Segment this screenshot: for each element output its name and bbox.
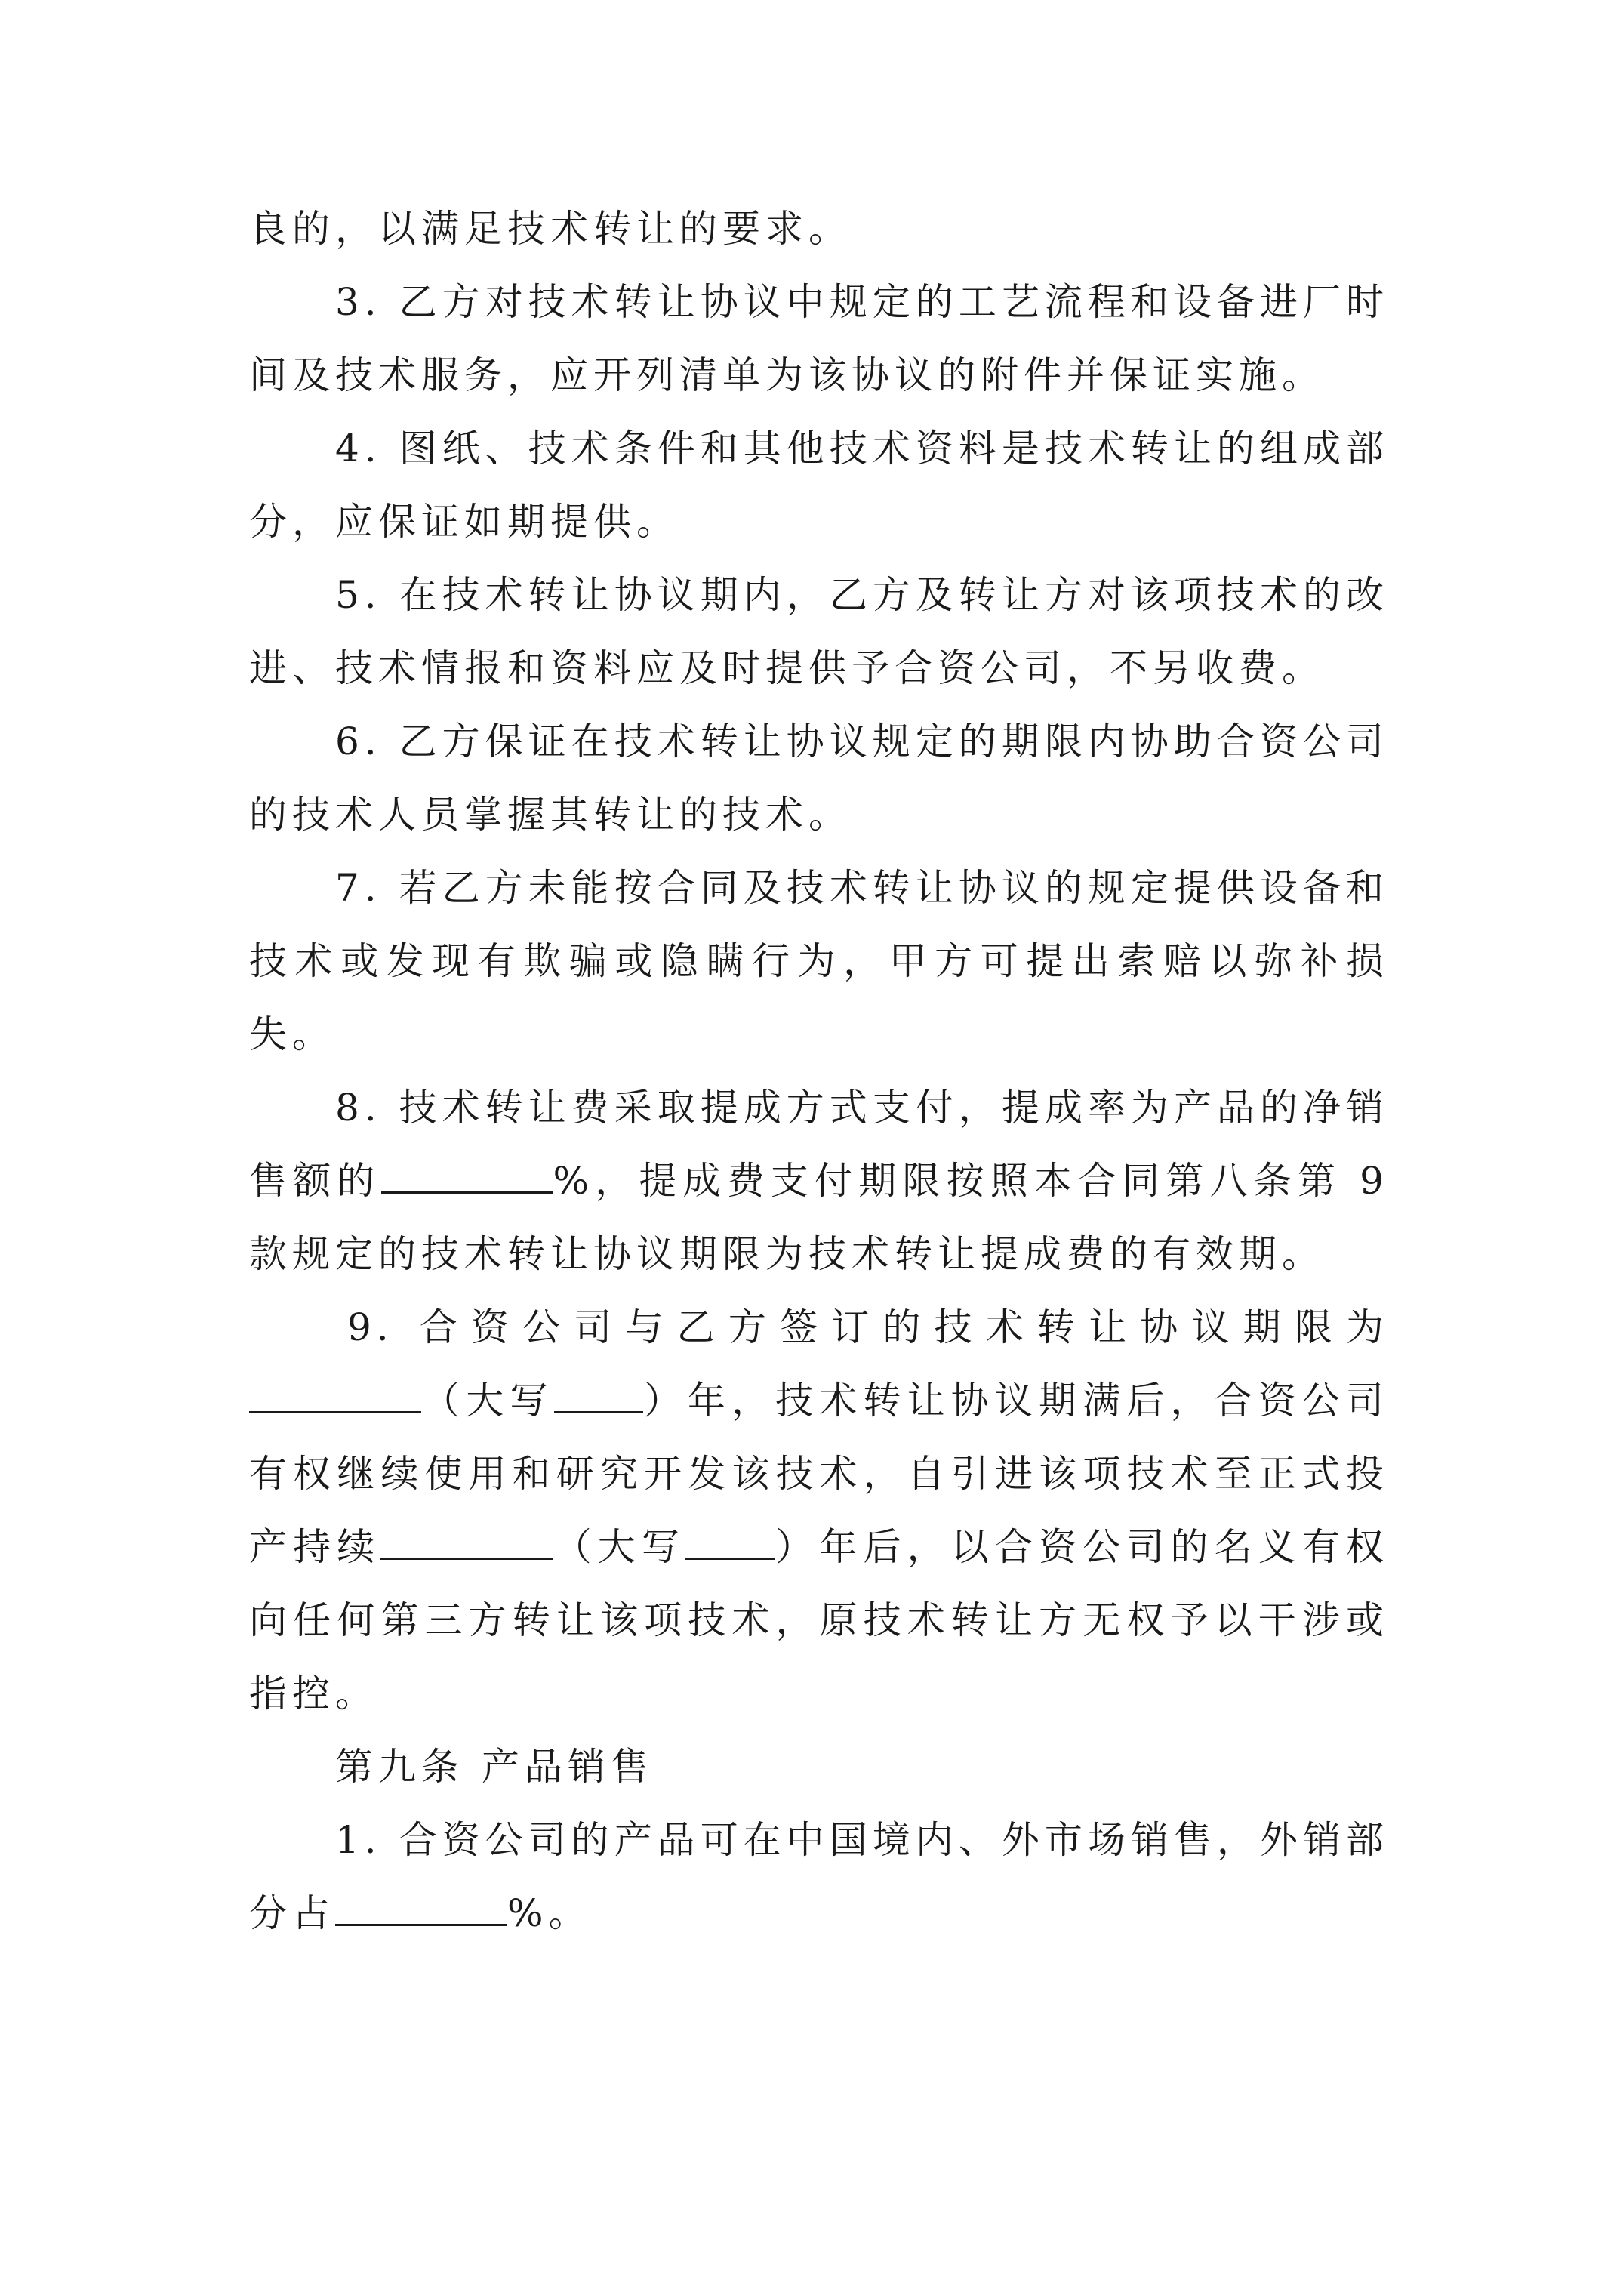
clause-item-8-text-a: 8. 技术转让费采取提成方式支付，提成率为产品的净销售额的 bbox=[249, 1086, 1389, 1203]
clause-item-8 bbox=[249, 1071, 1389, 1291]
clause-item-9-text-b: （大写 bbox=[421, 1379, 554, 1422]
clause-item-9-text-c: ）年，技术转让协议期满后，合资公司有权继续使用和研究开发该技术，自引进该项技术至正式投产持续 bbox=[249, 1379, 1390, 1569]
clause-item-7: 7. 若乙方未能按合同及技术转让协议的规定提供设备和技术或发现有欺骗或隐瞒行为，甲方可提出索赔以弥补损失。 bbox=[249, 866, 1389, 1056]
section-heading-article-9: 第九条 产品销售 bbox=[335, 1745, 654, 1789]
document-body bbox=[249, 193, 1389, 1950]
production-duration-capital-blank bbox=[685, 1527, 775, 1560]
royalty-rate-blank bbox=[381, 1161, 553, 1194]
clause-item-9-text-e: ）年后，以合资公司的名义有权向任何第三方转让该项技术，原技术转让方无权予以干涉或指控。 bbox=[249, 1525, 1390, 1715]
clause-item-4: 4. 图纸、技术条件和其他技术资料是技术转让的组成部分，应保证如期提供。 bbox=[249, 427, 1389, 544]
clause-item-5: 5. 在技术转让协议期内，乙方及转让方对该项技术的改进、技术情报和资料应及时提供予合资公司，不另收费。 bbox=[249, 573, 1389, 690]
clause-item-9-text-a: 9. 合资公司与乙方签订的技术转让协议期限为 bbox=[347, 1305, 1389, 1349]
clause-item-6: 6. 乙方保证在技术转让协议规定的期限内协助合资公司的技术人员掌握其转让的技术。 bbox=[249, 720, 1389, 837]
paragraph-continuation: 良的，以满足技术转让的要求。 bbox=[249, 207, 852, 251]
clause-item-9 bbox=[249, 1291, 1389, 1730]
production-duration-blank bbox=[380, 1527, 553, 1560]
export-share-blank bbox=[335, 1894, 507, 1926]
article-9-item-1 bbox=[249, 1804, 1389, 1950]
clause-item-8-text-b: %，提成费支付期限按照本合同第八条第 9 款规定的技术转让协议期限为技术转让提成费的有效期。 bbox=[249, 1159, 1389, 1276]
clause-item-9-text-d: （大写 bbox=[553, 1525, 686, 1569]
agreement-term-blank bbox=[249, 1381, 421, 1413]
article-9-item-1-text-a: 1. 合资公司的产品可在中国境内、外市场销售，外销部分占 bbox=[249, 1818, 1389, 1935]
article-9-item-1-text-b: %。 bbox=[507, 1891, 592, 1935]
clause-item-3: 3. 乙方对技术转让协议中规定的工艺流程和设备进厂时间及技术服务，应开列清单为该协议的附件并保证实施。 bbox=[249, 280, 1389, 397]
agreement-term-capital-blank bbox=[554, 1381, 643, 1413]
